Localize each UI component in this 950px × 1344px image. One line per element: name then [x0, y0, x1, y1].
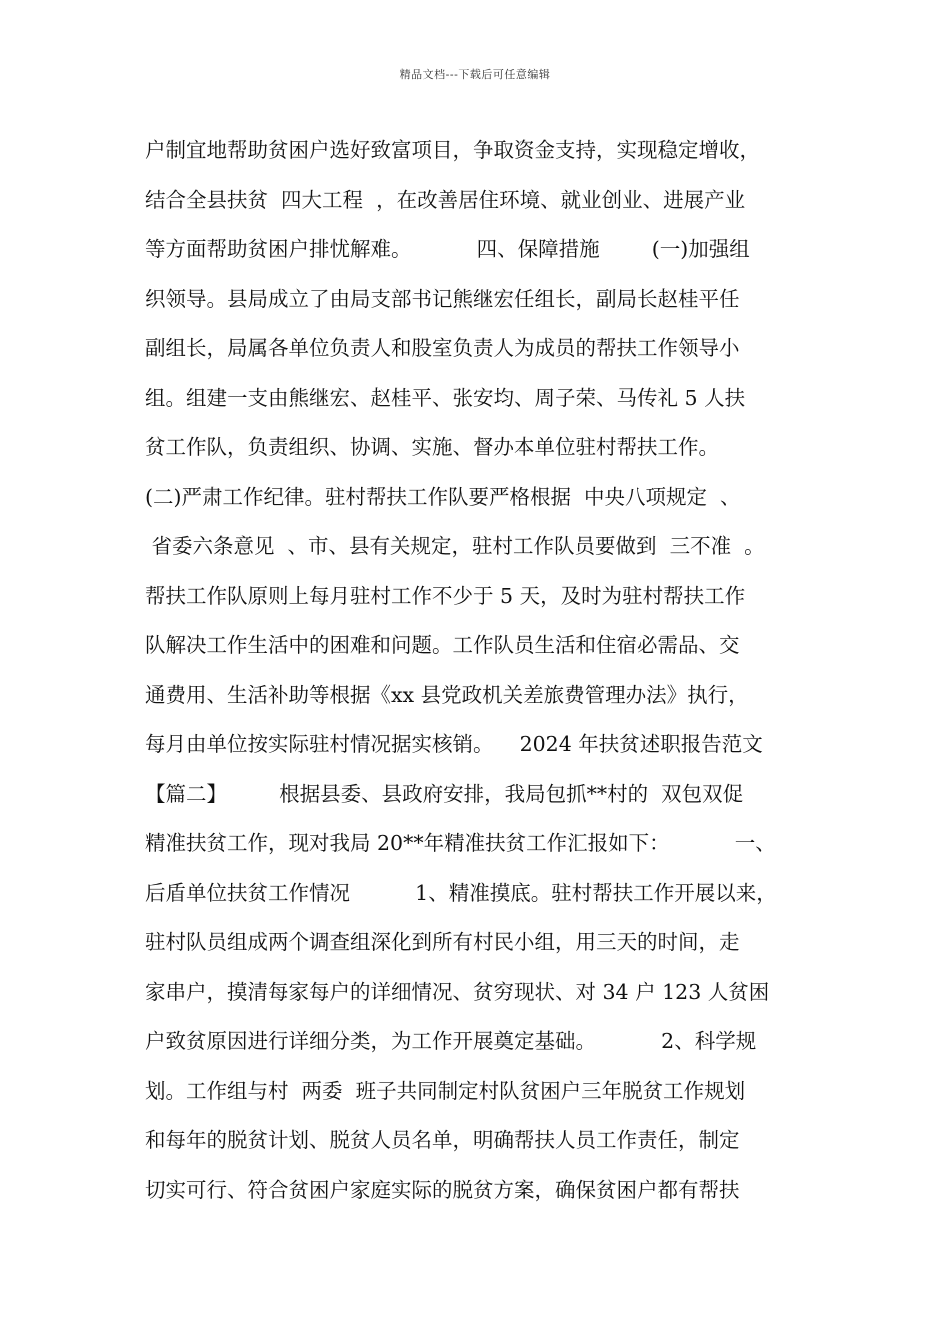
- text-line: 结合全县扶贫 四大工程 ，在改善居住环境、就业创业、进展产业: [145, 187, 746, 212]
- text-line: 织领导。县局成立了由局支部书记熊继宏任组长，副局长赵桂平任: [145, 286, 740, 311]
- text-line: 和每年的脱贫计划、脱贫人员名单，明确帮扶人员工作责任，制定: [145, 1128, 740, 1152]
- text-line: 驻村队员组成两个调查组深化到所有村民小组，用三天的时间，走: [145, 930, 740, 954]
- text-line: 组。组建一支由熊继宏、赵桂平、张安均、周子荣、马传礼 5 人扶: [145, 385, 746, 410]
- text-line: 队解决工作生活中的困难和问题。工作队员生活和住宿必需品、交: [145, 633, 740, 657]
- text-line: 户制宜地帮助贫困户选好致富项目，争取资金支持，实现稳定增收，: [145, 138, 760, 162]
- text-line: 切实可行、符合贫困户家庭实际的脱贫方案，确保贫困户都有帮扶: [145, 1177, 740, 1202]
- text-line: (二)严肃工作纪律。驻村帮扶工作队要严格根据 中央八项规定 、: [145, 484, 741, 509]
- text-line: 等方面帮助贫困户排忧解难。 四、保障措施 (一)加强组: [145, 237, 750, 261]
- text-line: 每月由单位按实际驻村情况据实核销。 2024 年扶贫述职报告范文: [145, 732, 763, 756]
- body-text: [145, 130, 835, 1219]
- text-line: 省委六条意见 、市、县有关规定，驻村工作队员要做到 三不准 。: [145, 534, 765, 558]
- text-line: 副组长，局属各单位负责人和股室负责人为成员的帮扶工作领导小: [145, 336, 740, 360]
- text-line: 贫工作队，负责组织、协调、实施、督办本单位驻村帮扶工作。: [145, 435, 719, 459]
- text-line: 划。工作组与村 两委 班子共同制定村队贫困户三年脱贫工作规划: [145, 1078, 746, 1103]
- text-line: 户致贫原因进行详细分类，为工作开展奠定基础。 2、科学规: [145, 1029, 757, 1053]
- text-line: 通费用、生活补助等根据《xx 县党政机关差旅费管理办法》执行，: [145, 682, 749, 707]
- text-line: 帮扶工作队原则上每月驻村工作不少于 5 天，及时为驻村帮扶工作: [145, 583, 746, 608]
- text-line: 后盾单位扶贫工作情况 1、精准摸底。驻村帮扶工作开展以来，: [145, 880, 777, 905]
- text-line: 精准扶贫工作，现对我局 20**年精准扶贫工作汇报如下： 一、: [145, 831, 776, 855]
- page-header: 精品文档---下载后可任意编辑: [399, 68, 551, 81]
- text-line: 家串户，摸清每家每户的详细情况、贫穷现状、对 34 户 123 人贫困: [145, 979, 770, 1004]
- text-line: 【篇二】 根据县委、县政府安排，我局包抓**村的 双包双促: [145, 781, 744, 806]
